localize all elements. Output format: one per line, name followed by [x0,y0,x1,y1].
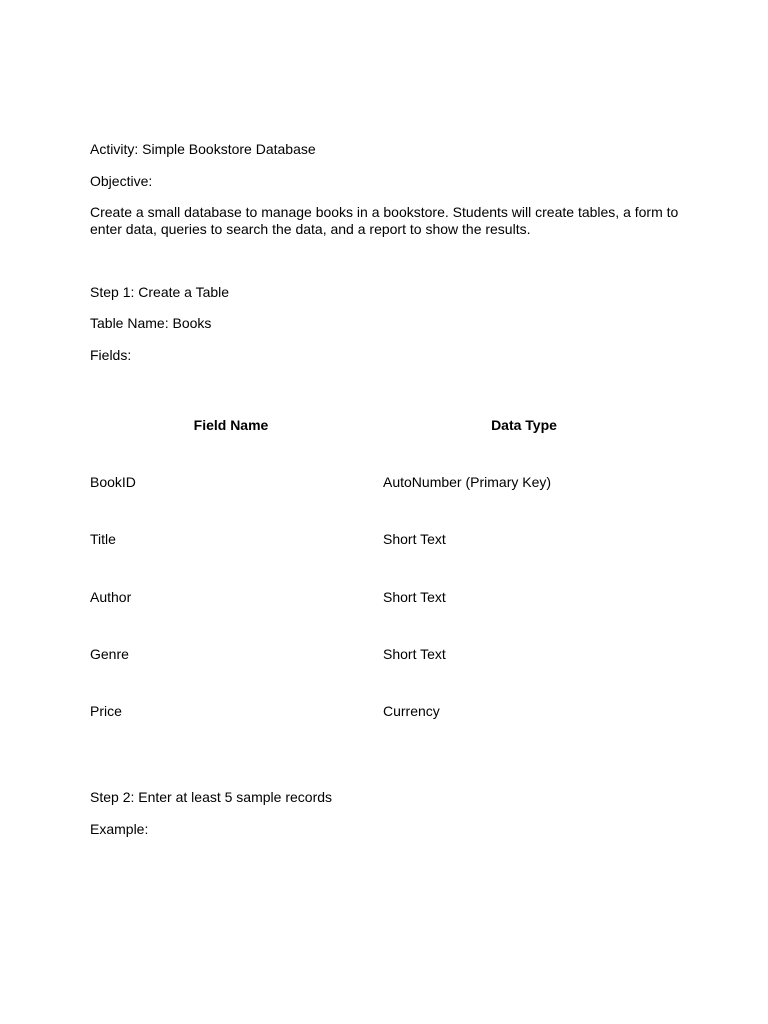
field-name-cell: Title [90,531,116,547]
data-type-cell: Short Text [383,646,446,662]
field-name-cell: Genre [90,646,129,662]
fields-label: Fields: [90,347,132,363]
objective-text: Create a small database to manage books in a bookstore. Students will create tables, a form to enter data, queries to search the data, and a report to show the results. [90,204,679,237]
data-type-cell: Currency [383,703,440,719]
data-type-cell: Short Text [383,531,446,547]
table-row [90,474,680,494]
table-row [90,531,680,551]
header-data-type: Data Type [491,417,557,433]
field-name-cell: Price [90,703,122,719]
activity-title: Activity: Simple Bookstore Database [90,141,316,157]
table-name-line: Table Name: Books [90,315,212,331]
step1-heading: Step 1: Create a Table [90,284,230,300]
data-type-cell: AutoNumber (Primary Key) [383,474,552,490]
field-name-cell: BookID [90,474,136,490]
data-type-cell: Short Text [383,589,446,605]
example-label: Example: [90,821,149,837]
table-row [90,646,680,666]
table-row [90,703,680,723]
objective-label: Objective: [90,173,153,189]
field-name-cell: Author [90,589,132,605]
header-field-name: Field Name [193,417,269,433]
step2-heading: Step 2: Enter at least 5 sample records [90,789,333,805]
table-row [90,589,680,609]
